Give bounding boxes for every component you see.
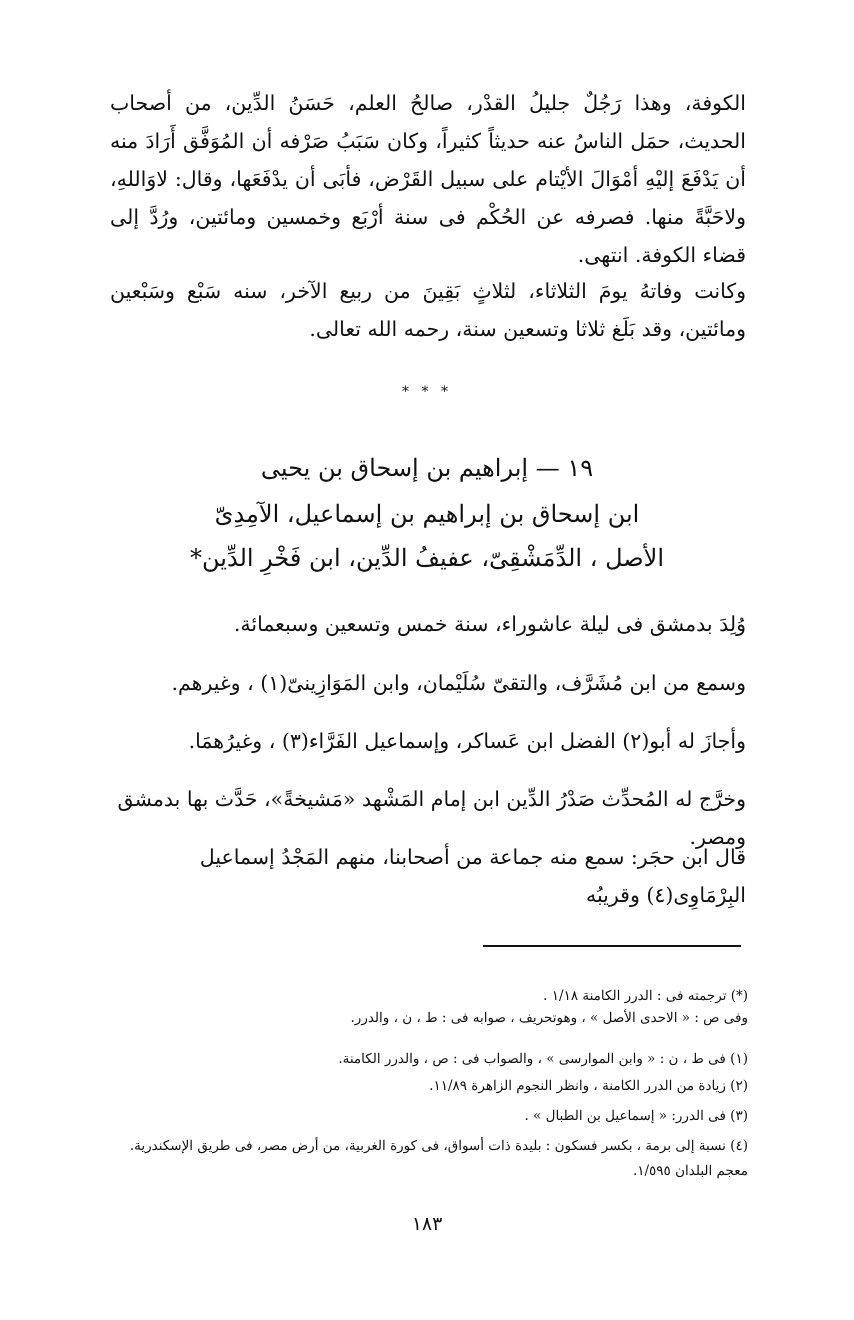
footnote-3: (٣) فى الدرر: « إسماعيل بن الطبال » .: [524, 1108, 748, 1124]
entry-line-birth: وُلِدَ بدمشق فى ليلة عاشوراء، سنة خمس وتسعين وسبعمائة.: [233, 612, 746, 636]
footnote-4-line-1: (٤) نسبة إلى برمة ، بكسر فسكون : بليدة ذات أسواق، فى كورة الغربية، من أرض مصر، فى طريق الإسكندرية.: [129, 1138, 748, 1154]
entry-title-line-3: الأصل ، الدِّمَشْقِىّ، عفيفُ الدِّين، ابن فَخْرِ الدِّين*: [190, 544, 664, 572]
entry-line-mashyakha: وخرَّج له المُحدِّث صَدْرُ الدِّين ابن إمام المَشْهد «مَشيخةً»، حَدَّث بها بدمشق ومصر.: [117, 787, 746, 849]
page-number: ١٨٣: [411, 1213, 443, 1235]
entry-title-line-2: ابن إسحاق بن إبراهيم بن إسماعيل، الآمِدِىّ: [214, 500, 640, 528]
paragraph-kufa-judge: الكوفة، وهذا رَجُلٌ جليلُ القدْر، صالحُ العلم، حَسَنُ الدِّين، من أصحاب الحديث، حمَل الناسُ عنه حديثاً كثيراً، وكان سَبَبُ صَرْفه أن المُوَفَّق أَرَادَ منه أن يَدْفَعَ إليْهِ أمْوَالَ الأيْتام على سبيل القَرْض، فأبَى أن يدْفَعَها، وقال: لاوَاللهِ، ولاحَبَّةً منها. فصرفه عن الحُكْم فى سنة أرْبَع وخمسين ومائتين، ورُدَّ إلى قضاء الكوفة. انتهى.: [110, 91, 746, 267]
footnote-4-line-2: معجم البلدان ١/٥٩٥.: [632, 1163, 748, 1179]
footnote-divider: [483, 945, 741, 947]
footnote-star-line-2: وفى ص : « الاحدى الأصل » ، وهوتحريف ، صوابه فى : ط ، ن ، والدرر.: [350, 1010, 748, 1026]
section-separator: * * *: [402, 384, 452, 400]
paragraph-death-date: وكانت وفاتهُ يومَ الثلاثاء، لثلاثٍ بَقِينَ من ربيع الآخر، سنه سَبْع وسَبْعين ومائتين، وقد بَلَغ ثلاثا وتسعين سنة، رحمه الله تعالى.: [110, 279, 746, 341]
footnote-1: (١) فى ط ، ن : « وابن الموارسى » ، والصواب فى : ص ، والدرر الكامنة.: [338, 1051, 748, 1067]
footnote-star-line-1: (*) ترجمته فى : الدرر الكامنة ١/١٨ .: [543, 988, 748, 1004]
entry-line-licenses: وأجازَ له أبو(٢) الفضل ابن عَساكر، وإسماعيل الفَرَّاء(٣) ، وغيرُهمَا.: [188, 729, 746, 753]
footnote-2: (٢) زيادة من الدرر الكامنة ، وانظر النجوم الزاهرة ١١/٨٩.: [429, 1078, 748, 1094]
entry-title-line-1: ١٩ — إبراهيم بن إسحاق بن يحيى: [260, 454, 594, 482]
entry-line-teachers: وسمع من ابن مُشَرَّف، والتقىّ سُلَيْمان، وابن المَوَازِينىّ(١) ، وغيرهم.: [171, 671, 746, 695]
entry-line-ibn-hajar: قال ابن حجَر: سمع منه جماعة من أصحابنا، منهم المَجْدُ إسماعيل البِرْمَاوِى(٤) وقريبُه: [199, 845, 746, 907]
